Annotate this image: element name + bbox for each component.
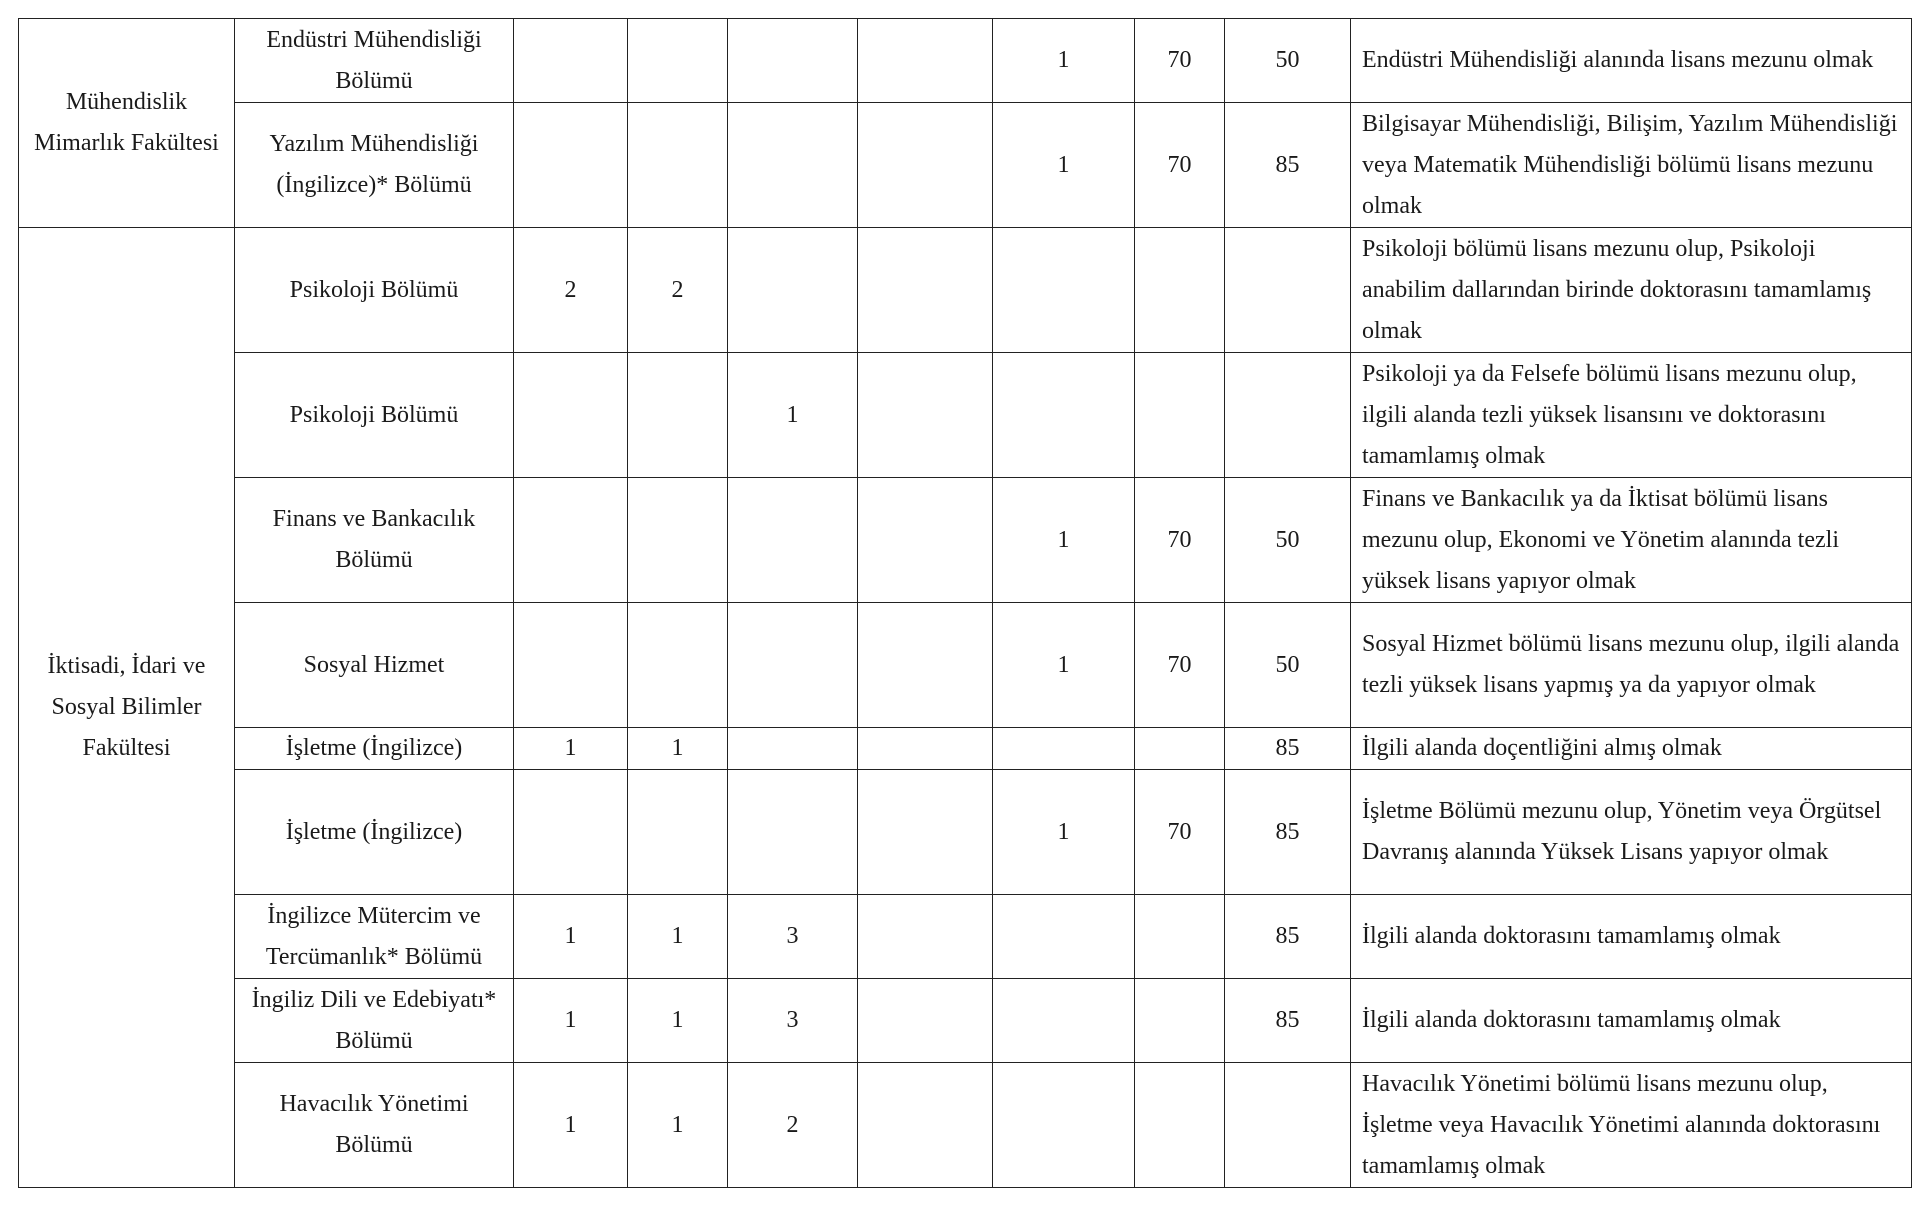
department-cell: Finans ve Bankacılık Bölümü bbox=[235, 478, 514, 603]
score-cell bbox=[1225, 1063, 1351, 1188]
count-cell bbox=[728, 770, 858, 895]
count-cell: 1 bbox=[514, 979, 628, 1063]
table-row bbox=[19, 19, 1912, 103]
score-cell: 85 bbox=[1225, 895, 1351, 979]
score-cell bbox=[1135, 895, 1225, 979]
department-cell: İngilizce Mütercim ve Tercümanlık* Bölümü bbox=[235, 895, 514, 979]
count-cell bbox=[858, 895, 993, 979]
count-cell bbox=[514, 770, 628, 895]
score-cell bbox=[1225, 228, 1351, 353]
count-cell bbox=[858, 478, 993, 603]
count-cell: 1 bbox=[993, 478, 1135, 603]
count-cell: 3 bbox=[728, 895, 858, 979]
count-cell bbox=[514, 353, 628, 478]
count-cell bbox=[858, 1063, 993, 1188]
count-cell bbox=[993, 728, 1135, 770]
count-cell bbox=[728, 103, 858, 228]
count-cell: 1 bbox=[728, 353, 858, 478]
requirement-cell: Psikoloji ya da Felsefe bölümü lisans mezunu olup, ilgili alanda tezli yüksek lisansını ve doktorasını tamamlamış olmak bbox=[1351, 353, 1912, 478]
score-cell: 85 bbox=[1225, 979, 1351, 1063]
count-cell: 1 bbox=[514, 1063, 628, 1188]
count-cell: 1 bbox=[628, 979, 728, 1063]
count-cell bbox=[628, 353, 728, 478]
department-cell: Psikoloji Bölümü bbox=[235, 228, 514, 353]
count-cell bbox=[858, 979, 993, 1063]
department-cell: Havacılık Yönetimi Bölümü bbox=[235, 1063, 514, 1188]
count-cell bbox=[514, 478, 628, 603]
positions-table bbox=[18, 18, 1912, 1188]
requirement-cell: Finans ve Bankacılık ya da İktisat bölümü lisans mezunu olup, Ekonomi ve Yönetim alanında tezli yüksek lisans yapıyor olmak bbox=[1351, 478, 1912, 603]
department-cell: İngiliz Dili ve Edebiyatı* Bölümü bbox=[235, 979, 514, 1063]
score-cell bbox=[1135, 728, 1225, 770]
count-cell bbox=[858, 19, 993, 103]
count-cell bbox=[858, 770, 993, 895]
requirement-cell: İlgili alanda doktorasını tamamlamış olmak bbox=[1351, 979, 1912, 1063]
requirement-cell: İlgili alanda doktorasını tamamlamış olmak bbox=[1351, 895, 1912, 979]
department-cell: Yazılım Mühendisliği (İngilizce)* Bölümü bbox=[235, 103, 514, 228]
count-cell: 1 bbox=[993, 103, 1135, 228]
score-cell bbox=[1135, 1063, 1225, 1188]
table-row bbox=[19, 770, 1912, 895]
count-cell: 1 bbox=[628, 895, 728, 979]
table-row bbox=[19, 728, 1912, 770]
score-cell: 50 bbox=[1225, 478, 1351, 603]
score-cell: 70 bbox=[1135, 19, 1225, 103]
department-cell: İşletme (İngilizce) bbox=[235, 770, 514, 895]
score-cell: 70 bbox=[1135, 103, 1225, 228]
table-row bbox=[19, 228, 1912, 353]
count-cell bbox=[628, 603, 728, 728]
score-cell: 85 bbox=[1225, 770, 1351, 895]
requirement-cell: Endüstri Mühendisliği alanında lisans mezunu olmak bbox=[1351, 19, 1912, 103]
count-cell bbox=[858, 603, 993, 728]
table-row bbox=[19, 1063, 1912, 1188]
count-cell bbox=[993, 1063, 1135, 1188]
requirement-cell: İşletme Bölümü mezunu olup, Yönetim veya Örgütsel Davranış alanında Yüksek Lisans yapıyor olmak bbox=[1351, 770, 1912, 895]
requirement-cell: Havacılık Yönetimi bölümü lisans mezunu olup, İşletme veya Havacılık Yönetimi alanında doktorasını tamamlamış olmak bbox=[1351, 1063, 1912, 1188]
score-cell: 70 bbox=[1135, 770, 1225, 895]
score-cell: 85 bbox=[1225, 728, 1351, 770]
count-cell bbox=[993, 895, 1135, 979]
count-cell bbox=[728, 228, 858, 353]
count-cell bbox=[728, 603, 858, 728]
count-cell: 1 bbox=[514, 728, 628, 770]
count-cell bbox=[858, 228, 993, 353]
score-cell: 70 bbox=[1135, 478, 1225, 603]
requirement-cell: İlgili alanda doçentliğini almış olmak bbox=[1351, 728, 1912, 770]
count-cell bbox=[628, 770, 728, 895]
table-row bbox=[19, 103, 1912, 228]
count-cell bbox=[728, 728, 858, 770]
department-cell: Endüstri Mühendisliği Bölümü bbox=[235, 19, 514, 103]
score-cell: 50 bbox=[1225, 603, 1351, 728]
count-cell: 1 bbox=[628, 1063, 728, 1188]
score-cell bbox=[1225, 353, 1351, 478]
score-cell: 85 bbox=[1225, 103, 1351, 228]
count-cell bbox=[993, 228, 1135, 353]
count-cell bbox=[993, 979, 1135, 1063]
count-cell bbox=[728, 19, 858, 103]
score-cell bbox=[1135, 228, 1225, 353]
table-row bbox=[19, 353, 1912, 478]
score-cell: 70 bbox=[1135, 603, 1225, 728]
table-row bbox=[19, 603, 1912, 728]
count-cell bbox=[993, 353, 1135, 478]
table-row bbox=[19, 478, 1912, 603]
count-cell: 1 bbox=[514, 895, 628, 979]
count-cell: 1 bbox=[993, 603, 1135, 728]
count-cell bbox=[858, 728, 993, 770]
count-cell bbox=[514, 603, 628, 728]
count-cell bbox=[628, 478, 728, 603]
department-cell: Sosyal Hizmet bbox=[235, 603, 514, 728]
count-cell: 2 bbox=[728, 1063, 858, 1188]
requirement-cell: Psikoloji bölümü lisans mezunu olup, Psikoloji anabilim dallarından birinde doktorasını tamamlamış olmak bbox=[1351, 228, 1912, 353]
faculty-cell: Mühendislik Mimarlık Fakültesi bbox=[19, 19, 235, 228]
department-cell: Psikoloji Bölümü bbox=[235, 353, 514, 478]
count-cell bbox=[858, 353, 993, 478]
requirement-cell: Bilgisayar Mühendisliği, Bilişim, Yazılım Mühendisliği veya Matematik Mühendisliği bölümü lisans mezunu olmak bbox=[1351, 103, 1912, 228]
score-cell bbox=[1135, 979, 1225, 1063]
count-cell bbox=[628, 19, 728, 103]
count-cell bbox=[628, 103, 728, 228]
table-row bbox=[19, 895, 1912, 979]
count-cell: 1 bbox=[628, 728, 728, 770]
count-cell bbox=[728, 478, 858, 603]
count-cell bbox=[514, 103, 628, 228]
count-cell: 3 bbox=[728, 979, 858, 1063]
requirement-cell: Sosyal Hizmet bölümü lisans mezunu olup, ilgili alanda tezli yüksek lisans yapmış ya da yapıyor olmak bbox=[1351, 603, 1912, 728]
department-cell: İşletme (İngilizce) bbox=[235, 728, 514, 770]
count-cell: 1 bbox=[993, 19, 1135, 103]
table-row bbox=[19, 979, 1912, 1063]
count-cell bbox=[514, 19, 628, 103]
score-cell bbox=[1135, 353, 1225, 478]
count-cell: 2 bbox=[514, 228, 628, 353]
score-cell: 50 bbox=[1225, 19, 1351, 103]
faculty-cell: İktisadi, İdari ve Sosyal Bilimler Fakültesi bbox=[19, 228, 235, 1188]
count-cell bbox=[858, 103, 993, 228]
count-cell: 1 bbox=[993, 770, 1135, 895]
count-cell: 2 bbox=[628, 228, 728, 353]
